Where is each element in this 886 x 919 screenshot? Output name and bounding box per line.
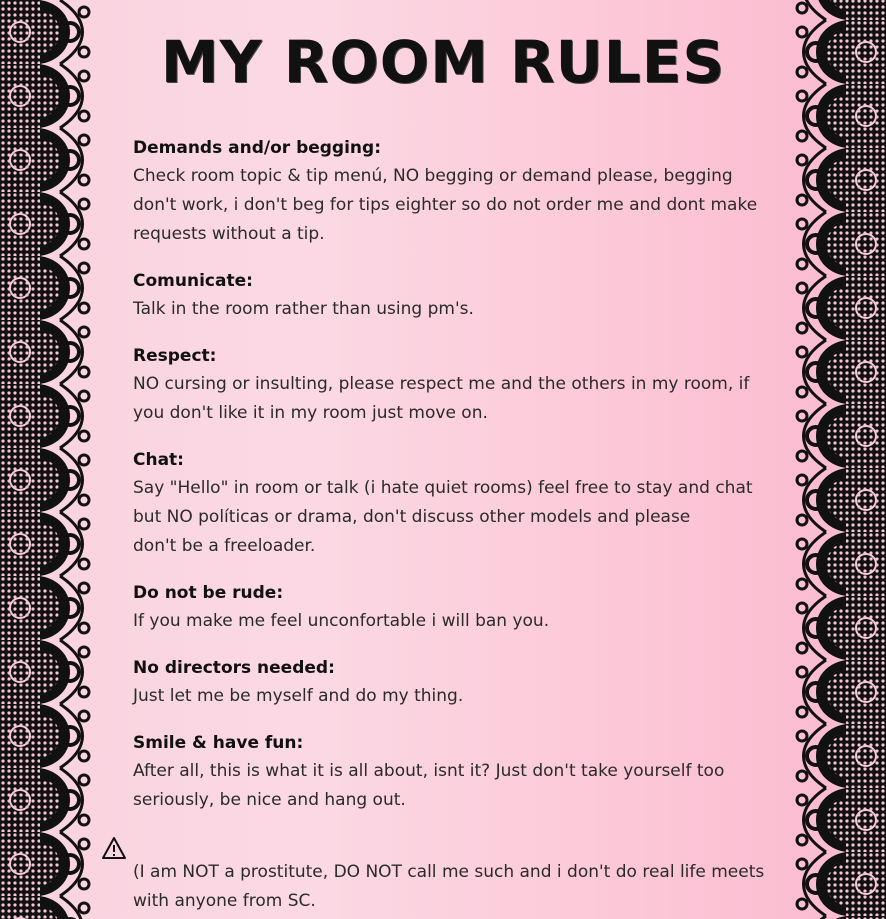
- rule-body: Just let me be myself and do my thing.: [133, 686, 464, 706]
- rule-no-directors: [133, 654, 773, 711]
- rule-heading: Comunicate:: [133, 271, 253, 291]
- rule-body: If you make me feel unconfortable i will ban you.: [133, 611, 550, 631]
- rules-list: [133, 134, 773, 833]
- rule-body: Check room topic & tip menú, NO begging or demand please, begging don't work, i don't beg for tips eighter so do not order me and dont make requests without a tip.: [133, 166, 758, 244]
- page-title: MY ROOM RULES: [160, 28, 726, 96]
- rule-body: NO cursing or insulting, please respect me and the others in my room, if you don't like it in my room just move on.: [133, 374, 750, 423]
- lace-pattern-left: [0, 0, 96, 919]
- rule-heading: Respect:: [133, 346, 217, 366]
- rule-not-rude: [133, 579, 773, 636]
- lace-pattern-right: [790, 0, 886, 919]
- warning-icon: [101, 836, 127, 860]
- lace-border-right: [790, 0, 886, 919]
- rule-heading: Smile & have fun:: [133, 733, 304, 753]
- rule-chat: [133, 446, 773, 561]
- rule-body: Talk in the room rather than using pm's.: [133, 299, 474, 319]
- lace-border-left: [0, 0, 96, 919]
- rule-respect: [133, 342, 773, 428]
- rule-demands: [133, 134, 773, 249]
- rule-heading: Demands and/or begging:: [133, 138, 382, 158]
- rule-smile: [133, 729, 773, 815]
- rule-heading: Do not be rude:: [133, 583, 284, 603]
- rule-communicate: [133, 267, 773, 324]
- disclaimer-note: (I am NOT a prostitute, DO NOT call me such and i don't do real life meets with anyone from SC.: [133, 862, 765, 911]
- rule-body: After all, this is what it is all about, isnt it? Just don't take yourself too seriously, be nice and hang out.: [133, 761, 725, 810]
- rule-heading: Chat:: [133, 450, 184, 470]
- rule-heading: No directors needed:: [133, 658, 335, 678]
- rule-body: Say "Hello" in room or talk (i hate quiet rooms) feel free to stay and chat but NO políticas or drama, don't discuss other models and please don't be a freeloader.: [133, 478, 753, 556]
